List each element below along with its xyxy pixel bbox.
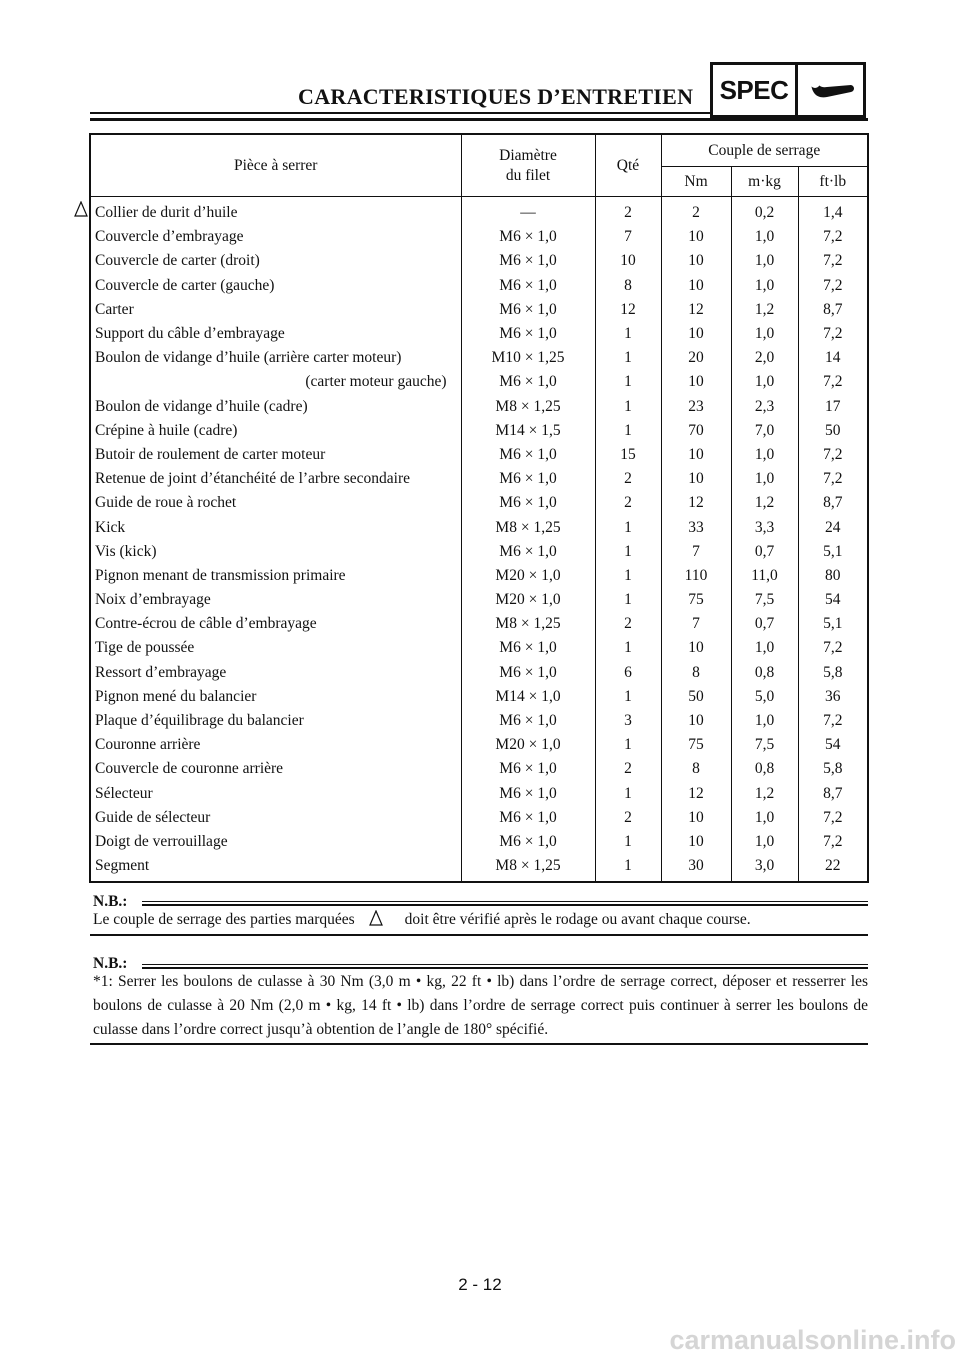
cell-mkg: 1,0	[731, 830, 798, 854]
cell-diameter: M6 × 1,0	[461, 491, 595, 515]
cell-piece: Guide de sélecteur	[91, 806, 461, 830]
cell-ftlb: 50	[825, 421, 841, 439]
cell-diameter: M14 × 1,0	[461, 685, 595, 709]
note-text-2: *1: Serrer les boulons de culasse à 30 Nm (3,0 m • kg, 22 ft • lb) dans l’ordre de serrage correct, déposer et resserrer les boulons de culasse à 20 Nm (2,0 m • kg, 14 ft • lb) dans l’ordre de serrage correct puis continuer à serrer les boulons de culasse dans l’ordre correct jusqu’à obtention de l’angle de 180° spécifié.	[93, 973, 868, 1038]
cell-piece: Couvercle de carter (gauche)	[91, 274, 461, 298]
cell-mkg: 0,7	[731, 612, 798, 636]
table-row	[91, 709, 867, 733]
cell-nm: 12	[661, 782, 731, 806]
header-nm: Nm	[661, 167, 731, 197]
table-row	[91, 782, 867, 806]
cell-quantity: 1	[595, 540, 661, 564]
cell-diameter: —	[461, 197, 595, 226]
cell-mkg: 1,0	[731, 709, 798, 733]
cell-nm: 110	[661, 564, 731, 588]
cell-diameter: M8 × 1,25	[461, 515, 595, 539]
cell-mkg: 0,8	[731, 757, 798, 781]
cell-ftlb: 7,2	[823, 470, 843, 488]
cell-piece: Noix d’embrayage	[91, 588, 461, 612]
cell-piece: Support du câble d’embrayage	[91, 322, 461, 346]
cell-quantity: 6	[595, 661, 661, 685]
table-row	[91, 298, 867, 322]
table-row	[91, 661, 867, 685]
cell-ftlb: 17	[825, 397, 841, 415]
cell-piece: Crépine à huile (cadre)	[91, 419, 461, 443]
cell-quantity: 1	[595, 419, 661, 443]
torque-table	[89, 133, 869, 883]
note-label-2: N.B.:	[93, 955, 128, 972]
table-row	[91, 443, 867, 467]
cell-diameter: M6 × 1,0	[461, 322, 595, 346]
cell-mkg: 7,5	[731, 733, 798, 757]
table-row	[91, 249, 867, 273]
cell-nm: 10	[661, 322, 731, 346]
cell-piece: Couvercle de couronne arrière	[91, 757, 461, 781]
cell-mkg: 1,2	[731, 782, 798, 806]
page-number: 2 - 12	[458, 1275, 502, 1294]
table-body	[91, 197, 867, 882]
cell-quantity: 1	[595, 370, 661, 394]
cell-ftlb: 7,2	[823, 808, 843, 826]
cell-quantity: 2	[595, 612, 661, 636]
cell-piece: Sélecteur	[91, 782, 461, 806]
cell-quantity: 15	[595, 443, 661, 467]
cell-quantity: 12	[595, 298, 661, 322]
cell-mkg: 1,0	[731, 467, 798, 491]
triangle-mark-icon	[74, 201, 88, 222]
cell-mkg: 3,3	[731, 515, 798, 539]
cell-ftlb: 5,8	[823, 760, 843, 778]
cell-diameter: M6 × 1,0	[461, 782, 595, 806]
cell-nm: 10	[661, 443, 731, 467]
cell-diameter: M8 × 1,25	[461, 854, 595, 881]
table-row	[91, 370, 867, 394]
table-row	[91, 685, 867, 709]
cell-quantity: 1	[595, 782, 661, 806]
note-rule-1	[142, 901, 868, 906]
cell-nm: 10	[661, 249, 731, 273]
cell-diameter: M6 × 1,0	[461, 757, 595, 781]
cell-mkg: 1,0	[731, 225, 798, 249]
cell-piece: Plaque d’équilibrage du balancier	[91, 709, 461, 733]
cell-quantity: 1	[595, 854, 661, 881]
cell-mkg: 1,0	[731, 249, 798, 273]
cell-nm: 23	[661, 395, 731, 419]
cell-mkg: 1,0	[731, 806, 798, 830]
table-row	[91, 515, 867, 539]
cell-nm: 70	[661, 419, 731, 443]
cell-nm: 10	[661, 709, 731, 733]
note-1-before: Le couple de serrage des parties marquées	[93, 911, 355, 928]
cell-mkg: 1,0	[731, 274, 798, 298]
note-1-after: doit être vérifié après le rodage ou avant chaque course.	[404, 911, 751, 928]
cell-piece: Couvercle d’embrayage	[91, 225, 461, 249]
cell-ftlb: 54	[825, 736, 841, 754]
cell-quantity: 1	[595, 564, 661, 588]
cell-ftlb: 7,2	[823, 325, 843, 343]
cell-diameter: M6 × 1,0	[461, 467, 595, 491]
cell-nm: 2	[661, 197, 731, 226]
cell-ftlb: 7,2	[823, 832, 843, 850]
header-torque: Couple de serrage	[708, 141, 821, 159]
header-mkg: m·kg	[731, 167, 798, 197]
cell-diameter: M6 × 1,0	[461, 443, 595, 467]
note-text-1	[93, 908, 868, 934]
cell-mkg: 2,3	[731, 395, 798, 419]
note-rule-2	[142, 964, 868, 969]
cell-quantity: 2	[595, 467, 661, 491]
cell-ftlb: 7,2	[823, 252, 843, 270]
cell-nm: 7	[661, 540, 731, 564]
cell-nm: 8	[661, 661, 731, 685]
cell-nm: 12	[661, 491, 731, 515]
cell-mkg: 1,2	[731, 491, 798, 515]
table-row	[91, 733, 867, 757]
cell-quantity: 3	[595, 709, 661, 733]
table-row	[91, 612, 867, 636]
cell-ftlb: 7,2	[823, 445, 843, 463]
cell-ftlb: 54	[825, 591, 841, 609]
triangle-mark-icon	[369, 910, 383, 934]
cell-quantity: 1	[595, 685, 661, 709]
cell-diameter: M10 × 1,25	[461, 346, 595, 370]
header-ftlb: ft·lb	[798, 167, 867, 197]
cell-nm: 75	[661, 588, 731, 612]
cell-diameter: M6 × 1,0	[461, 830, 595, 854]
table-row	[91, 395, 867, 419]
note-label-1: N.B.:	[93, 893, 128, 910]
cell-nm: 10	[661, 636, 731, 660]
watermark: carmanualsonline.info	[669, 1325, 956, 1355]
table-row	[91, 491, 867, 515]
cell-mkg: 0,2	[731, 197, 798, 226]
cell-nm: 10	[661, 830, 731, 854]
cell-mkg: 1,0	[731, 370, 798, 394]
cell-ftlb: 5,1	[823, 542, 843, 560]
table-row	[91, 564, 867, 588]
cell-quantity: 2	[595, 491, 661, 515]
cell-diameter: M8 × 1,25	[461, 395, 595, 419]
cell-mkg: 7,5	[731, 588, 798, 612]
cell-quantity: 1	[595, 733, 661, 757]
cell-quantity: 1	[595, 588, 661, 612]
cell-piece: Collier de durit d’huile	[91, 197, 461, 226]
cell-mkg: 1,0	[731, 443, 798, 467]
cell-ftlb: 8,7	[823, 784, 843, 802]
cell-diameter: M6 × 1,0	[461, 370, 595, 394]
cell-quantity: 1	[595, 322, 661, 346]
cell-piece: Boulon de vidange d’huile (cadre)	[91, 395, 461, 419]
cell-diameter: M20 × 1,0	[461, 733, 595, 757]
cell-quantity: 7	[595, 225, 661, 249]
cell-nm: 10	[661, 274, 731, 298]
cell-piece: Pignon mené du balancier	[91, 685, 461, 709]
cell-diameter: M6 × 1,0	[461, 540, 595, 564]
cell-nm: 10	[661, 806, 731, 830]
cell-ftlb: 7,2	[823, 639, 843, 657]
table-row	[91, 467, 867, 491]
cell-mkg: 1,2	[731, 298, 798, 322]
note-end-rule-1	[90, 934, 868, 936]
cell-nm: 10	[661, 370, 731, 394]
cell-mkg: 0,7	[731, 540, 798, 564]
cell-mkg: 2,0	[731, 346, 798, 370]
table-row	[91, 197, 867, 226]
cell-mkg: 3,0	[731, 854, 798, 881]
cell-diameter: M6 × 1,0	[461, 636, 595, 660]
cell-ftlb: 7,2	[823, 228, 843, 246]
cell-ftlb: 5,1	[823, 615, 843, 633]
cell-ftlb: 7,2	[823, 373, 843, 391]
cell-piece: Carter	[91, 298, 461, 322]
cell-piece: Retenue de joint d’étanchéité de l’arbre secondaire	[91, 467, 461, 491]
cell-diameter: M6 × 1,0	[461, 274, 595, 298]
cell-nm: 10	[661, 467, 731, 491]
cell-mkg: 7,0	[731, 419, 798, 443]
spec-badge	[710, 62, 866, 118]
cell-piece: (carter moteur gauche)	[91, 370, 461, 394]
table-row	[91, 540, 867, 564]
page-title: CARACTERISTIQUES D’ENTRETIEN	[298, 84, 694, 109]
cell-mkg: 1,0	[731, 636, 798, 660]
cell-ftlb: 7,2	[823, 276, 843, 294]
cell-nm: 30	[661, 854, 731, 881]
table-row	[91, 854, 867, 881]
cell-piece: Tige de poussée	[91, 636, 461, 660]
table-row	[91, 346, 867, 370]
cell-quantity: 1	[595, 830, 661, 854]
cell-diameter: M6 × 1,0	[461, 661, 595, 685]
cell-piece: Contre-écrou de câble d’embrayage	[91, 612, 461, 636]
cell-diameter: M20 × 1,0	[461, 564, 595, 588]
cell-piece: Guide de roue à rochet	[91, 491, 461, 515]
cell-quantity: 2	[595, 757, 661, 781]
header-piece: Pièce à serrer	[91, 135, 461, 197]
table-row	[91, 636, 867, 660]
table-row	[91, 830, 867, 854]
spec-label: SPEC	[713, 65, 798, 115]
header-rule	[90, 112, 710, 114]
wrench-icon	[798, 65, 863, 115]
cell-piece: Ressort d’embrayage	[91, 661, 461, 685]
cell-diameter: M6 × 1,0	[461, 298, 595, 322]
cell-quantity: 2	[595, 197, 661, 226]
table-row	[91, 322, 867, 346]
cell-mkg: 5,0	[731, 685, 798, 709]
header-diameter: Diamètre du filet	[461, 135, 595, 197]
cell-piece: Boulon de vidange d’huile (arrière carter moteur)	[91, 346, 461, 370]
cell-nm: 50	[661, 685, 731, 709]
cell-quantity: 1	[595, 395, 661, 419]
cell-nm: 12	[661, 298, 731, 322]
cell-nm: 8	[661, 757, 731, 781]
cell-diameter: M6 × 1,0	[461, 249, 595, 273]
cell-nm: 20	[661, 346, 731, 370]
cell-ftlb: 8,7	[823, 494, 843, 512]
cell-piece: Couvercle de carter (droit)	[91, 249, 461, 273]
cell-piece: Couronne arrière	[91, 733, 461, 757]
cell-piece: Butoir de roulement de carter moteur	[91, 443, 461, 467]
cell-quantity: 1	[595, 636, 661, 660]
note-end-rule-2	[90, 1043, 868, 1045]
cell-diameter: M8 × 1,25	[461, 612, 595, 636]
cell-mkg: 11,0	[731, 564, 798, 588]
cell-quantity: 8	[595, 274, 661, 298]
cell-ftlb: 22	[825, 857, 841, 875]
cell-ftlb: 14	[825, 349, 841, 367]
cell-nm: 33	[661, 515, 731, 539]
cell-quantity: 1	[595, 346, 661, 370]
cell-mkg: 1,0	[731, 322, 798, 346]
cell-nm: 10	[661, 225, 731, 249]
table-row	[91, 757, 867, 781]
cell-ftlb: 1,4	[823, 204, 843, 222]
cell-nm: 7	[661, 612, 731, 636]
table-row	[91, 274, 867, 298]
cell-ftlb: 36	[825, 687, 841, 705]
cell-quantity: 1	[595, 515, 661, 539]
cell-ftlb: 8,7	[823, 300, 843, 318]
cell-nm: 75	[661, 733, 731, 757]
cell-ftlb: 80	[825, 566, 841, 584]
cell-piece: Pignon menant de transmission primaire	[91, 564, 461, 588]
cell-ftlb: 5,8	[823, 663, 843, 681]
table-row	[91, 588, 867, 612]
cell-piece: Vis (kick)	[91, 540, 461, 564]
cell-diameter: M20 × 1,0	[461, 588, 595, 612]
header-rule-bold	[90, 118, 868, 121]
cell-diameter: M6 × 1,0	[461, 806, 595, 830]
cell-piece: Segment	[91, 854, 461, 881]
cell-ftlb: 24	[825, 518, 841, 536]
cell-diameter: M6 × 1,0	[461, 709, 595, 733]
table-row	[91, 806, 867, 830]
cell-mkg: 0,8	[731, 661, 798, 685]
cell-diameter: M6 × 1,0	[461, 225, 595, 249]
cell-diameter: M14 × 1,5	[461, 419, 595, 443]
table-row	[91, 225, 867, 249]
cell-piece: Kick	[91, 515, 461, 539]
cell-quantity: 2	[595, 806, 661, 830]
cell-piece: Doigt de verrouillage	[91, 830, 461, 854]
cell-ftlb: 7,2	[823, 712, 843, 730]
cell-quantity: 10	[595, 249, 661, 273]
header-quantity: Qté	[595, 135, 661, 197]
table-row	[91, 419, 867, 443]
